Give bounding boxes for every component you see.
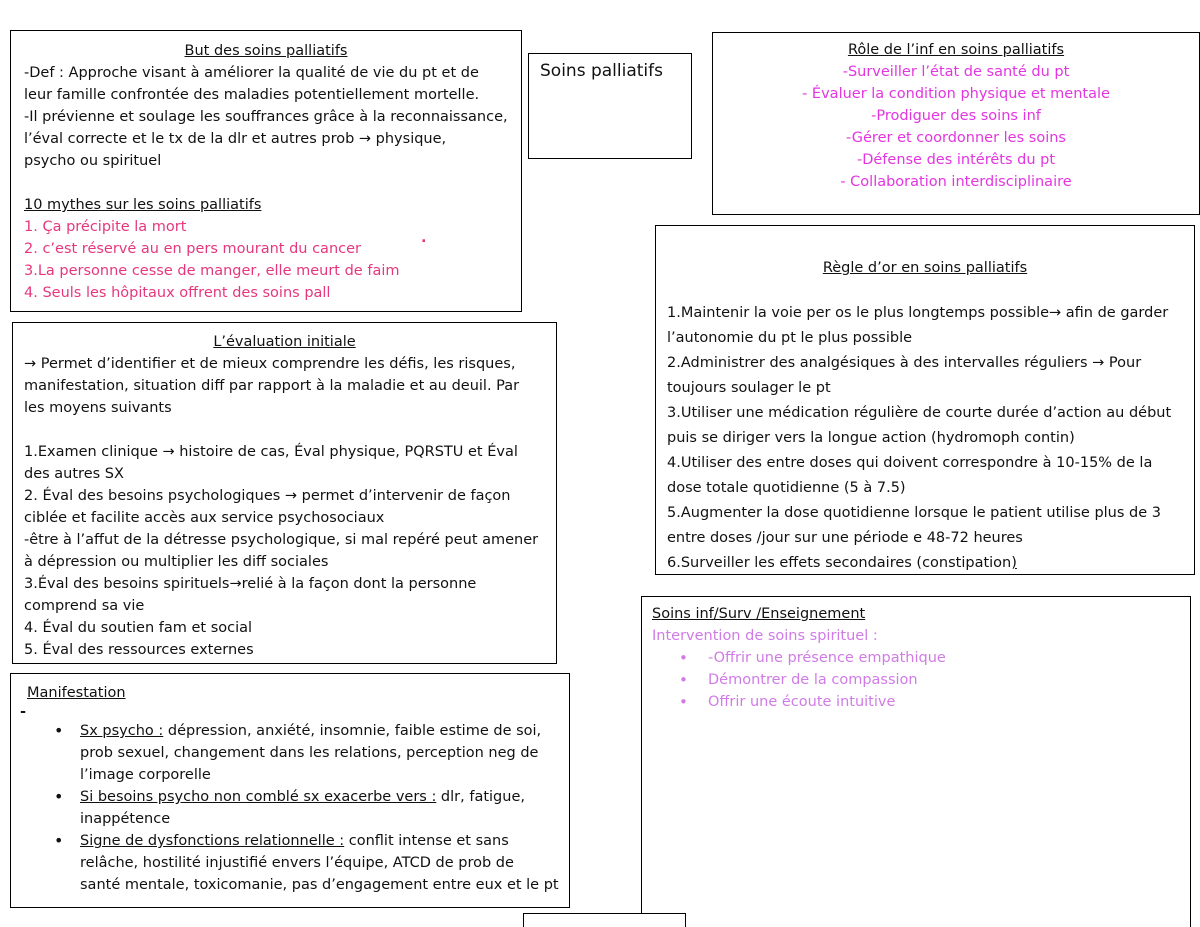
manif-item bbox=[80, 720, 569, 786]
manif-item bbox=[80, 830, 569, 896]
myth-item: 3.La personne cesse de manger, elle meurt de faim bbox=[24, 263, 400, 279]
manif-item-text: dépression, anxiété, insomnie, faible estime de soi, bbox=[163, 723, 542, 739]
regle-line: l’autonomie du pt le plus possible bbox=[667, 330, 913, 346]
soins-item: • Démontrer de la compassion bbox=[708, 669, 1190, 691]
box-empty-bottom bbox=[523, 913, 686, 927]
eval-item: 1.Examen clinique → histoire de cas, Éval physique, PQRSTU et Éval bbox=[24, 444, 518, 460]
manif-item-text: santé mentale, toxicomanie, pas d’engagement entre eux et le pt bbox=[80, 877, 559, 893]
eval-intro-line: manifestation, situation diff par rapport à la maladie et au deuil. Par bbox=[24, 378, 520, 394]
eval-title: L’évaluation initiale bbox=[213, 334, 356, 350]
eval-item: comprend sa vie bbox=[24, 598, 145, 614]
regle-line: 5.Augmenter la dose quotidienne lorsque le patient utilise plus de 3 bbox=[667, 505, 1161, 521]
soins-subtitle: Intervention de soins spirituel : bbox=[652, 628, 878, 644]
manif-item-text: relâche, hostilité injustifié envers l’équipe, ATCD de prob de bbox=[80, 855, 514, 871]
but-title: But des soins palliatifs bbox=[184, 43, 348, 59]
myth-item: 2. c’est réservé au en pers mourant du cancer bbox=[24, 241, 361, 257]
but-line: psycho ou spirituel bbox=[24, 153, 162, 169]
regle-line: 1.Maintenir la voie per os le plus longtemps possible→ afin de garder bbox=[667, 305, 1169, 321]
manif-item-label: Sx psycho : bbox=[80, 723, 164, 739]
stray-dot: . bbox=[421, 230, 427, 246]
box-evaluation-initiale bbox=[12, 322, 557, 664]
box-title bbox=[528, 53, 692, 159]
role-item: -Surveiller l’état de santé du pt bbox=[842, 64, 1070, 80]
eval-item: des autres SX bbox=[24, 466, 124, 482]
regle-line: entre doses /jour sur une période e 48-72 heures bbox=[667, 530, 1023, 546]
soins-item: • Offrir une écoute intuitive bbox=[708, 691, 1190, 713]
eval-item: 3.Éval des besoins spirituels→relié à la façon dont la personne bbox=[24, 576, 477, 592]
role-item: - Collaboration interdisciplinaire bbox=[840, 174, 1072, 190]
role-title: Rôle de l’inf en soins palliatifs bbox=[847, 42, 1065, 58]
box-regle-or bbox=[655, 225, 1195, 575]
role-item: -Prodiguer des soins inf bbox=[871, 108, 1041, 124]
soins-title: Soins inf/Surv /Enseignement bbox=[652, 606, 866, 622]
eval-item: 2. Éval des besoins psychologiques → permet d’intervenir de façon bbox=[24, 488, 511, 504]
regle-line: toujours soulager le pt bbox=[667, 380, 831, 396]
manif-item-text: dlr, fatigue, bbox=[436, 789, 525, 805]
eval-item: 5. Éval des ressources externes bbox=[24, 642, 254, 658]
eval-item: -être à l’affut de la détresse psychologique, si mal repéré peut amener bbox=[24, 532, 539, 548]
regle-line: puis se diriger vers la longue action (hydromoph contin) bbox=[667, 430, 1075, 446]
role-item: - Évaluer la condition physique et mentale bbox=[802, 86, 1110, 102]
manif-item-text: inappétence bbox=[80, 811, 171, 827]
manif-item-label: Si besoins psycho non comblé sx exacerbe vers : bbox=[80, 789, 437, 805]
box-manifestation bbox=[10, 673, 570, 908]
manif-item-text: l’image corporelle bbox=[80, 767, 211, 783]
eval-intro-line: → Permet d’identifier et de mieux comprendre les défis, les risques, bbox=[24, 356, 516, 372]
role-item: -Gérer et coordonner les soins bbox=[846, 130, 1066, 146]
regle-last-main: 6.Surveiller les effets secondaires (constipation bbox=[667, 555, 1012, 571]
page-title: Soins palliatifs bbox=[540, 61, 663, 81]
role-item: -Défense des intérêts du pt bbox=[856, 152, 1056, 168]
but-line: l’éval correcte et le tx de la dlr et autres prob → physique, bbox=[24, 131, 447, 147]
manif-list bbox=[20, 720, 569, 896]
manif-item-text: conflit intense et sans bbox=[344, 833, 509, 849]
but-line: -Il prévienne et soulage les souffrances grâce à la reconnaissance, bbox=[24, 109, 508, 125]
manif-item-text: prob sexuel, changement dans les relations, perception neg de bbox=[80, 745, 539, 761]
regle-title: Règle d’or en soins palliatifs bbox=[822, 260, 1028, 276]
manif-title: Manifestation bbox=[27, 685, 126, 701]
myth-item: 4. Seuls les hôpitaux offrent des soins pall bbox=[24, 285, 331, 301]
manif-item bbox=[80, 786, 569, 830]
soins-item: • -Offrir une présence empathique bbox=[708, 647, 1190, 669]
manif-item-label: Signe de dysfonctions relationnelle : bbox=[80, 833, 345, 849]
regle-line-last bbox=[667, 551, 1194, 576]
myths-title: 10 mythes sur les soins palliatifs bbox=[24, 197, 262, 213]
regle-last-tail: ) bbox=[1011, 555, 1017, 571]
but-line: -Def : Approche visant à améliorer la qualité de vie du pt et de bbox=[24, 65, 479, 81]
box-but-soins-palliatifs bbox=[10, 30, 522, 312]
eval-item: ciblée et facilite accès aux service psychosociaux bbox=[24, 510, 385, 526]
manif-dash: - bbox=[20, 704, 27, 720]
but-line: leur famille confrontée des maladies potentiellement mortelle. bbox=[24, 87, 480, 103]
eval-item: 4. Éval du soutien fam et social bbox=[24, 620, 253, 636]
eval-intro-line: les moyens suivants bbox=[24, 400, 172, 416]
box-role-inf bbox=[712, 32, 1200, 215]
regle-line: dose totale quotidienne (5 à 7.5) bbox=[667, 480, 906, 496]
box-soins-inf bbox=[641, 596, 1191, 927]
eval-item: à dépression ou multiplier les diff sociales bbox=[24, 554, 329, 570]
regle-line: 3.Utiliser une médication régulière de courte durée d’action au début bbox=[667, 405, 1172, 421]
regle-line: 2.Administrer des analgésiques à des intervalles réguliers → Pour bbox=[667, 355, 1142, 371]
regle-line: 4.Utiliser des entre doses qui doivent correspondre à 10-15% de la bbox=[667, 455, 1153, 471]
myth-item: 1. Ça précipite la mort bbox=[24, 219, 187, 235]
soins-list bbox=[652, 647, 1190, 713]
